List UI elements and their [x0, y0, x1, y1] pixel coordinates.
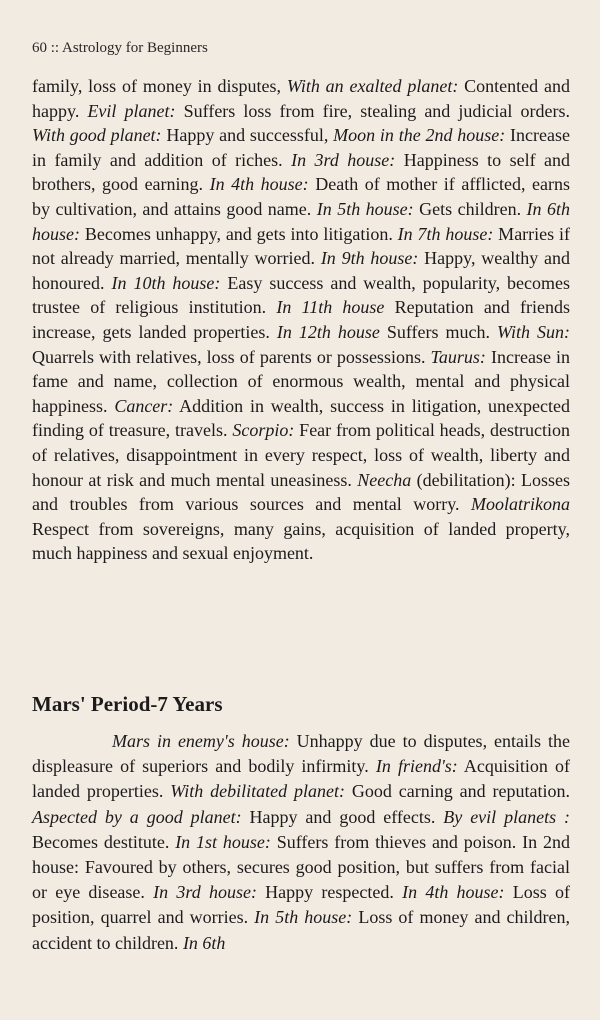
italic-term: With Sun:: [497, 321, 571, 342]
text-run: Fear from political heads, destruction of relatives, disappointment in every respect, loss of wealth, liberty and honour at risk and much mental uneasiness.: [32, 420, 570, 490]
italic-term: In 1st house:: [175, 831, 271, 852]
text-run: Acquisition of landed properties.: [32, 756, 570, 802]
running-head: 60 :: Astrology for Beginners: [32, 40, 208, 56]
text-run: Quarrels with relatives, loss of parents or possessions.: [32, 346, 431, 367]
text-run: Loss of money and children, accident to children.: [32, 907, 571, 953]
italic-term: In 5th house:: [316, 198, 414, 219]
italic-term: Evil planet:: [87, 100, 176, 121]
italic-term: In 3rd house:: [291, 149, 396, 170]
italic-term: In 6th house:: [32, 198, 571, 244]
text-run: Gets children.: [413, 198, 527, 219]
text-run: Reputation and friends increase, gets landed properties.: [32, 297, 570, 342]
italic-term: In 12th house: [276, 321, 380, 342]
text-run: Respect from sovereigns, many gains, acquisition of landed property, much happiness and sexual enjoyment.: [32, 518, 570, 564]
italic-term: In 7th house:: [397, 223, 494, 244]
italic-term: In 10th house:: [111, 272, 221, 293]
section-heading: Mars' Period-7 Years: [32, 692, 223, 716]
italic-term: Moon in the 2nd house:: [333, 125, 506, 146]
text-run: Happiness to self and brothers, good earning.: [32, 149, 570, 195]
text-run: Becomes destitute.: [32, 831, 176, 852]
italic-term: Aspected by a good planet:: [32, 806, 242, 827]
italic-term: In friend's:: [375, 756, 458, 777]
text-run: Good carning and reputation.: [345, 781, 570, 802]
text-run: Addition in wealth, success in litigation, unexpected finding of treasure, travels.: [32, 395, 570, 441]
text-run: Suffers from thieves and poison. In 2nd house: Favoured by others, secures good position, but suffers from facial or eye disease.: [32, 831, 570, 903]
paragraph-mars-effects: [32, 729, 570, 956]
italic-term: With an exalted planet:: [286, 76, 459, 96]
text-run: Increase in fame and name, collection of enormous wealth, mental and physical happiness.: [32, 346, 571, 416]
text-run: family, loss of money in disputes,: [32, 76, 287, 96]
italic-term: Cancer:: [114, 395, 174, 416]
text-run: Happy and good effects.: [241, 806, 444, 827]
italic-term: With debilitated planet:: [170, 781, 345, 802]
text-run: Contented and happy.: [32, 76, 570, 121]
text-run: Happy and successful,: [161, 125, 334, 146]
text-run: Suffers much.: [379, 321, 498, 342]
italic-term: With good planet:: [32, 125, 162, 146]
text-run: Happy, wealthy and honoured.: [32, 248, 570, 293]
italic-term: In 9th house:: [320, 248, 419, 269]
italic-term: In 3rd house:: [153, 882, 257, 903]
text-run: Death of mother if afflicted, earns by cultivation, and attains good name.: [32, 174, 570, 219]
italic-term: Mars in enemy's house:: [112, 731, 290, 751]
italic-term: Moolatrikona: [471, 494, 570, 515]
text-run: Easy success and wealth, popularity, becomes trustee of religious institution.: [32, 272, 571, 318]
text-run: Increase in family and addition of riches.: [32, 125, 570, 170]
text-run: Suffers loss from fire, stealing and judicial orders.: [175, 100, 570, 121]
italic-term: Neecha: [357, 469, 412, 490]
text-run: Becomes unhappy, and gets into litigation.: [80, 223, 398, 244]
text-run: Marries if not already married, mentally worried.: [32, 223, 570, 269]
text-run: Happy respected.: [256, 882, 403, 903]
italic-term: In 4th house:: [209, 174, 309, 195]
paragraph-moon-effects: [32, 74, 570, 566]
italic-term: Taurus:: [430, 346, 486, 367]
text-run: Unhappy due to disputes, entails the displeasure of superiors and bodily infirmity.: [32, 731, 570, 777]
italic-term: In 4th house:: [402, 882, 505, 903]
text-run: (debilitation): Losses and troubles from various sources and mental worry.: [32, 469, 570, 515]
italic-term: Scorpio:: [232, 420, 295, 441]
text-run: Loss of position, quarrel and worries.: [32, 882, 571, 928]
italic-term: By evil planets :: [443, 806, 570, 827]
italic-term: In 5th house:: [254, 907, 353, 928]
italic-term: In 6th: [182, 932, 226, 953]
italic-term: In 11th house: [276, 297, 385, 318]
